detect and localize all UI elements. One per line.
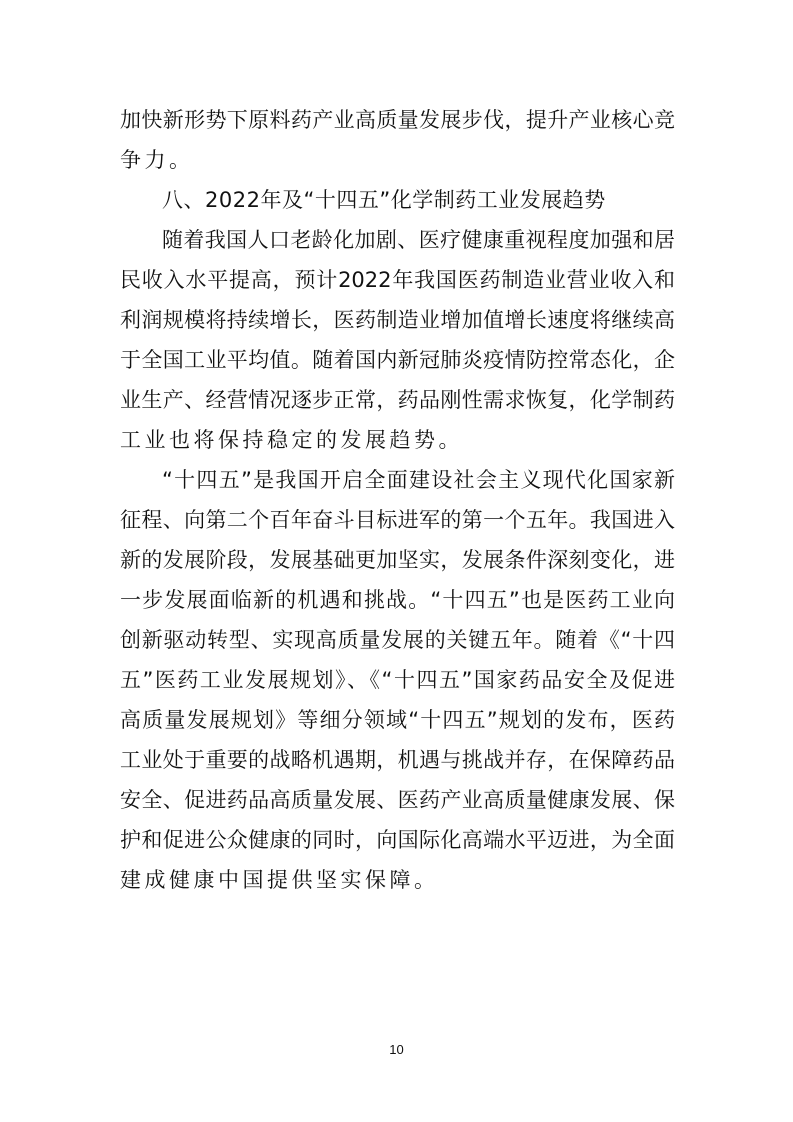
- paragraph-line: 利润规模将持续增长，医药制造业增加值增长速度将继续高: [120, 308, 675, 332]
- paragraph-line: 一步发展面临新的机遇和挑战。“十四五”也是医药工业向: [120, 588, 675, 612]
- paragraph-line: “十四五”是我国开启全面建设社会主义现代化国家新: [162, 468, 675, 492]
- paragraph-2: [120, 220, 675, 460]
- paragraph-line: 创新驱动转型、实现高质量发展的关键五年。随着《“十四: [120, 628, 675, 652]
- paragraph-line: 工业也将保持稳定的发展趋势。: [120, 428, 463, 452]
- page-number: 10: [389, 1042, 404, 1057]
- section-heading: 八、2022年及“十四五”化学制药工业发展趋势: [162, 188, 606, 212]
- paragraph-line: 五”医药工业发展规划》、《“十四五”国家药品安全及促进: [120, 668, 675, 692]
- document-body: [120, 100, 675, 900]
- paragraph-line: 于全国工业平均值。随着国内新冠肺炎疫情防控常态化，企: [120, 348, 675, 372]
- paragraph-line: 新的发展阶段，发展基础更加坚实，发展条件深刻变化，进: [120, 548, 675, 572]
- paragraph-3: [120, 460, 675, 900]
- paragraph-1: [120, 100, 675, 180]
- paragraph-line: 护和促进公众健康的同时，向国际化高端水平迈进，为全面: [120, 828, 675, 852]
- paragraph-line: 征程、向第二个百年奋斗目标进军的第一个五年。我国进入: [120, 508, 675, 532]
- paragraph-line: 高质量发展规划》等细分领域“十四五”规划的发布，医药: [120, 708, 675, 732]
- paragraph-line: 民收入水平提高，预计2022年我国医药制造业营业收入和: [120, 268, 675, 292]
- paragraph-line: 加快新形势下原料药产业高质量发展步伐，提升产业核心竞: [120, 108, 675, 132]
- paragraph-line: 业生产、经营情况逐步正常，药品刚性需求恢复，化学制药: [120, 388, 675, 412]
- paragraph-line: 建成健康中国提供坚实保障。: [120, 868, 439, 892]
- paragraph-line: 争力。: [120, 148, 194, 172]
- paragraph-line: 随着我国人口老龄化加剧、医疗健康重视程度加强和居: [162, 228, 675, 252]
- paragraph-line: 工业处于重要的战略机遇期，机遇与挑战并存，在保障药品: [120, 748, 675, 772]
- paragraph-line: 安全、促进药品高质量发展、医药产业高质量健康发展、保: [120, 788, 675, 812]
